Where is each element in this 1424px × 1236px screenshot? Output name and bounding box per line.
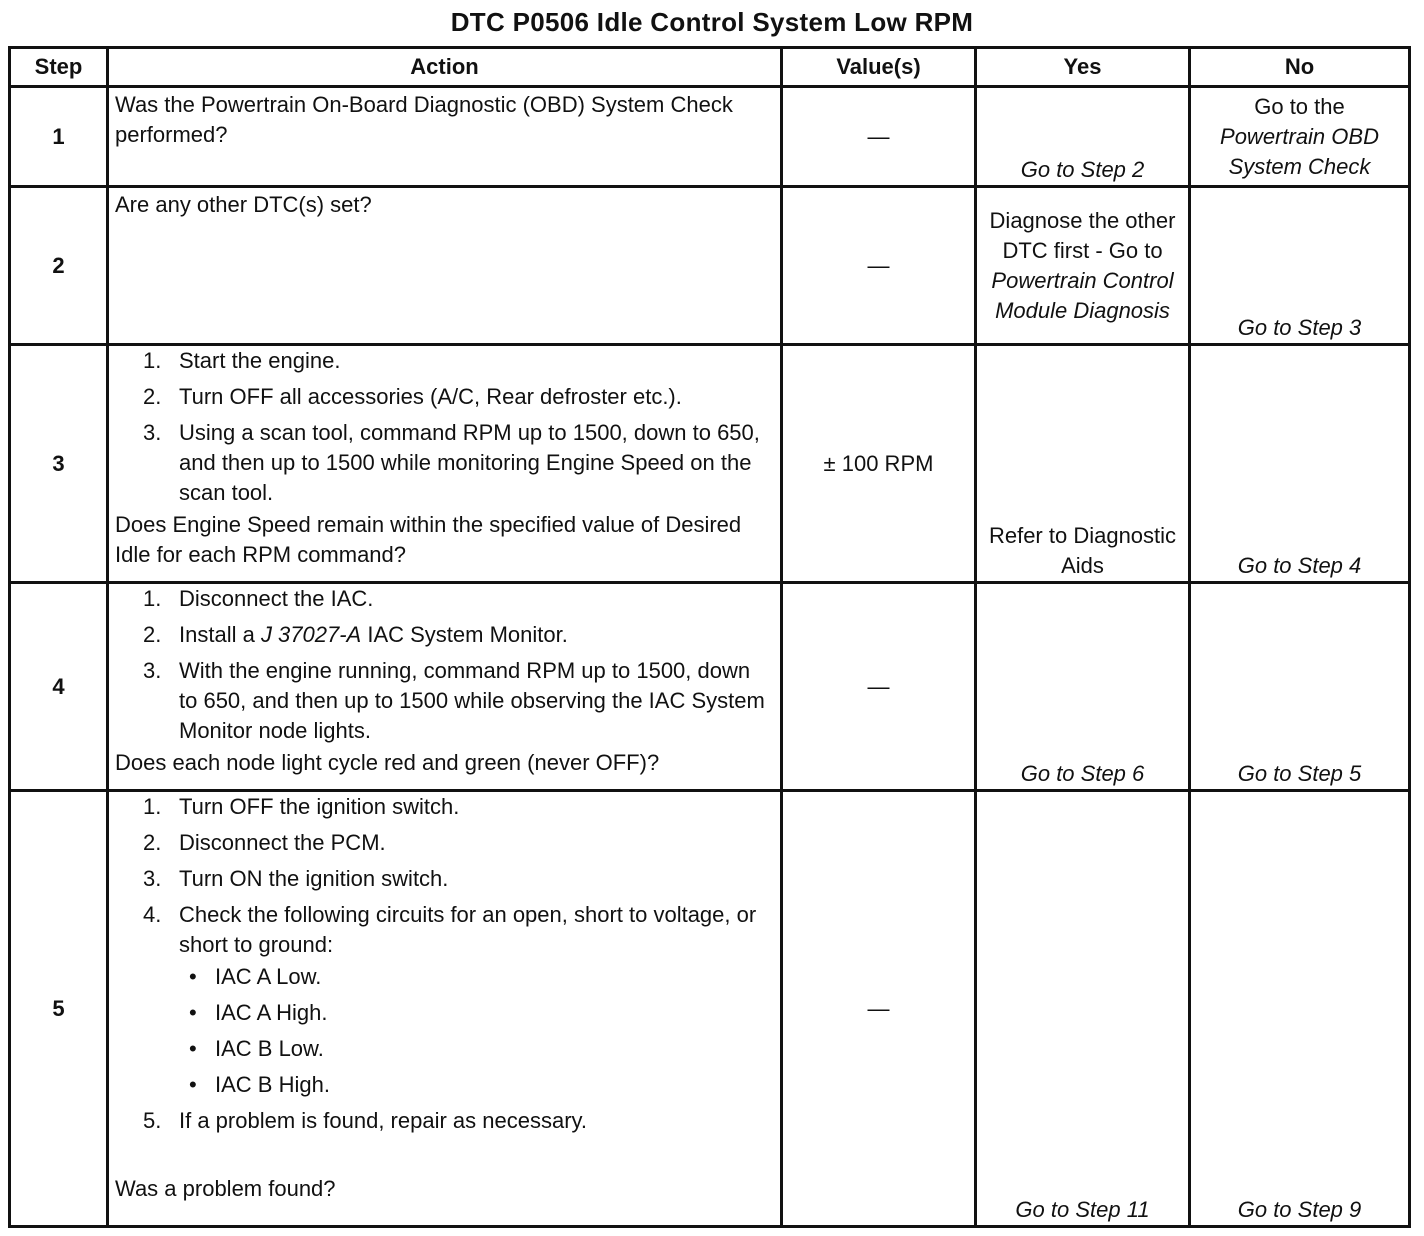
yes-text: Refer to Diagnostic Aids <box>988 523 1177 578</box>
step-number: 4 <box>10 583 108 791</box>
list-item: 1. Disconnect the IAC. <box>143 586 374 611</box>
step-number: 2 <box>10 187 108 345</box>
list-item: 3. With the engine running, command RPM up to 1500, down to 650, and then up to 1500 while observing the IAC System Monitor node lights. <box>143 658 765 743</box>
list-item: 1. Start the engine. <box>143 348 341 373</box>
value-cell: — <box>782 187 976 345</box>
yes-cell <box>976 187 1190 345</box>
list-item: 2. Install a J 37027-A IAC System Monitor. <box>143 622 568 647</box>
action-cell <box>108 87 782 187</box>
action-cell <box>108 791 782 1227</box>
diagnostic-table <box>8 46 1411 1228</box>
header-step: Step <box>10 48 108 87</box>
yes-cell <box>976 791 1190 1227</box>
table-header-row <box>10 48 1410 87</box>
table-row <box>10 87 1410 187</box>
yes-cell <box>976 345 1190 583</box>
list-item: 3. Using a scan tool, command RPM up to 1500, down to 650, and then up to 1500 while monitoring Engine Speed on the scan tool. <box>143 420 760 505</box>
value-cell: — <box>782 791 976 1227</box>
yes-link: Go to Step 6 <box>1020 761 1145 786</box>
no-text: Go to the <box>1254 93 1345 119</box>
yes-text: Diagnose the other DTC first - Go to <box>989 207 1176 263</box>
action-cell <box>108 345 782 583</box>
no-cell <box>1190 583 1410 791</box>
no-link: Go to Step 4 <box>1237 553 1362 578</box>
action-cell <box>108 187 782 345</box>
action-cell <box>108 583 782 791</box>
no-link: Go to Step 9 <box>1237 1197 1362 1222</box>
list-item: 3. Turn ON the ignition switch. <box>143 866 449 891</box>
header-action: Action <box>108 48 782 87</box>
yes-link: Go to Step 2 <box>1020 157 1145 182</box>
action-steps-list <box>115 792 774 1136</box>
list-item: 4. Check the following circuits for an open, short to voltage, or short to ground: • IAC A Low. • IAC A High. • IAC B Low. • IAC B High. <box>115 900 774 1100</box>
action-question: Are any other DTC(s) set? <box>115 192 372 217</box>
table-row <box>10 345 1410 583</box>
header-no: No <box>1190 48 1410 87</box>
yes-cell <box>976 87 1190 187</box>
yes-link: Powertrain Control Module Diagnosis <box>991 267 1174 323</box>
value-cell: ± 100 RPM <box>782 345 976 583</box>
no-link: Go to Step 3 <box>1237 315 1362 340</box>
table-row <box>10 187 1410 345</box>
table-row <box>10 583 1410 791</box>
no-cell <box>1190 87 1410 187</box>
table-row <box>10 791 1410 1227</box>
list-item: 2. Disconnect the PCM. <box>143 830 386 855</box>
bullet-item: • IAC B High. <box>189 1072 330 1097</box>
no-link: Go to Step 5 <box>1237 761 1362 786</box>
no-cell <box>1190 187 1410 345</box>
step-number: 1 <box>10 87 108 187</box>
header-values: Value(s) <box>782 48 976 87</box>
action-question: Was the Powertrain On-Board Diagnostic (OBD) System Check performed? <box>115 92 733 147</box>
page-title: DTC P0506 Idle Control System Low RPM <box>450 7 974 37</box>
no-cell <box>1190 345 1410 583</box>
step-number: 5 <box>10 791 108 1227</box>
bullet-item: • IAC A Low. <box>189 964 322 989</box>
action-question: Does Engine Speed remain within the specified value of Desired Idle for each RPM command? <box>115 512 742 567</box>
bullet-item: • IAC A High. <box>189 1000 328 1025</box>
action-question: Does each node light cycle red and green (never OFF)? <box>115 750 660 775</box>
header-yes: Yes <box>976 48 1190 87</box>
list-item: 5. If a problem is found, repair as necessary. <box>143 1108 588 1133</box>
step-number: 3 <box>10 345 108 583</box>
action-steps-list <box>115 584 774 746</box>
no-cell <box>1190 791 1410 1227</box>
action-question: Was a problem found? <box>115 1176 336 1201</box>
yes-link: Go to Step 11 <box>1015 1197 1150 1222</box>
value-cell: — <box>782 87 976 187</box>
list-item: 1. Turn OFF the ignition switch. <box>143 794 460 819</box>
list-item: 2. Turn OFF all accessories (A/C, Rear defroster etc.). <box>143 384 682 409</box>
yes-cell <box>976 583 1190 791</box>
bullet-item: • IAC B Low. <box>189 1036 324 1061</box>
no-link: Powertrain OBD System Check <box>1220 123 1379 179</box>
action-steps-list <box>115 346 774 508</box>
value-cell: — <box>782 583 976 791</box>
circuit-bullet-list <box>179 962 774 1100</box>
